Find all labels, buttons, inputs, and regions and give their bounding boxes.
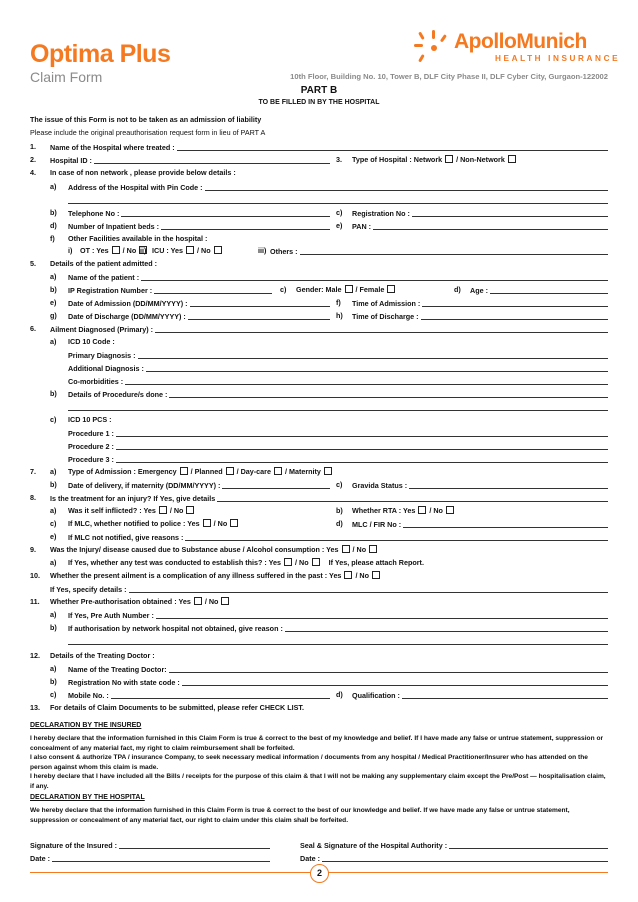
network-checkbox[interactable] — [445, 155, 453, 163]
mlc-yes-checkbox[interactable] — [203, 519, 211, 527]
hospital-signature-field[interactable]: Seal & Signature of the Hospital Authority : — [300, 839, 608, 851]
admission-time-field[interactable]: Time of Admission : — [352, 297, 608, 309]
hospital-name-field[interactable]: Name of the Hospital where treated : — [50, 141, 608, 153]
mlc-reasons-field[interactable]: If MLC not notified, give reasons : — [68, 531, 608, 543]
preauth-reason-continued-field[interactable] — [68, 635, 608, 647]
self-inflicted-yes-checkbox[interactable] — [159, 506, 167, 514]
insured-declaration-heading: DECLARATION BY THE INSURED — [30, 722, 142, 729]
preauth-yes-checkbox[interactable] — [194, 597, 202, 605]
row-dates — [30, 852, 608, 864]
planned-checkbox[interactable] — [226, 467, 234, 475]
telephone-field[interactable]: Telephone No : — [68, 207, 330, 219]
test-yes-checkbox[interactable] — [284, 558, 292, 566]
insured-declaration-text: I hereby declare that the information furnished in this Claim Form is true & correct to the best of my knowledge and belief. If I have made any false or untrue statement, suppression or concealment of any material fact, my right to claim reimbursement shall be forfeited. I also consent & authorize TPA / insurance Company, to seek necessary medical information / documents from any hospital / Medical Practitioner/Insurer who has attended on the person against whom this claim is made. I hereby declare that I have included all the Bills / receipts for the purpose of this claim & that I will not be making any supplementary claim except the Pre/Post — hospitalisation claim, if any. — [30, 735, 606, 790]
procedure-details-field[interactable]: Details of Procedure/s done : — [68, 388, 608, 400]
mlc-no-checkbox[interactable] — [230, 519, 238, 527]
part-heading: PART B — [300, 85, 338, 96]
patient-name-field[interactable]: Name of the patient : — [68, 271, 608, 283]
row-substance: 9. Was the Injury/ disease caused due to Substance abuse / Alcohol consumption : Yes / No — [30, 544, 608, 556]
row-primary-diagnosis — [30, 349, 608, 361]
complication-no-checkbox[interactable] — [372, 571, 380, 579]
preauth-note: Please include the original preauthorisation request form in lieu of PART A — [30, 128, 266, 137]
row-procedure-continued — [30, 401, 608, 413]
comorbidities-field[interactable]: Co-morbidities : — [68, 375, 608, 387]
procedure-1-field[interactable]: Procedure 1 : — [68, 427, 608, 439]
row-inpatient-beds: d) Number of Inpatient beds : e) PAN : — [30, 220, 608, 232]
preauth-number-field[interactable]: If Yes, Pre Auth Number : — [68, 609, 608, 621]
row-checklist: 13. For details of Claim Documents to be submitted, please refer CHECK LIST. — [30, 703, 305, 712]
page-number: 2 — [310, 864, 329, 883]
gravida-field[interactable]: Gravida Status : — [352, 479, 608, 491]
emergency-checkbox[interactable] — [180, 467, 188, 475]
row-other-facilities: f) Other Facilities available in the hospital : — [50, 234, 208, 243]
substance-no-checkbox[interactable] — [369, 545, 377, 553]
hospital-date-field[interactable]: Date : — [300, 852, 608, 864]
rta-yes-checkbox[interactable] — [418, 506, 426, 514]
row-admission: e) Date of Admission (DD/MM/YYYY) : f) Time of Admission : — [30, 297, 608, 309]
row-mobile: c) Mobile No. : d) Qualification : — [30, 689, 608, 701]
row-delivery: b) Date of delivery, if maternity (DD/MM/YYYY) : c) Gravida Status : — [30, 479, 608, 491]
discharge-time-field[interactable]: Time of Discharge : — [352, 310, 608, 322]
age-field[interactable]: Age : — [470, 284, 608, 296]
row-procedure-1 — [30, 427, 608, 439]
preauth-reason-field[interactable]: If authorisation by network hospital not obtained, give reason : — [68, 622, 608, 634]
row-non-network: 4. In case of non network , please provide below details : — [30, 168, 236, 177]
pan-field[interactable]: PAN : — [352, 220, 608, 232]
daycare-checkbox[interactable] — [274, 467, 282, 475]
primary-diagnosis-field[interactable]: Primary Diagnosis : — [68, 349, 608, 361]
icu-no-checkbox[interactable] — [214, 246, 222, 254]
test-no-checkbox[interactable] — [312, 558, 320, 566]
qualification-field[interactable]: Qualification : — [352, 689, 608, 701]
row-specify — [30, 583, 608, 595]
specify-details-field[interactable]: If Yes, specify details : — [50, 583, 608, 595]
row-self-inflicted: a) Was it self inflicted? : Yes / No b) Whether RTA : Yes / No — [30, 505, 608, 517]
male-checkbox[interactable] — [345, 285, 353, 293]
address-pin-field[interactable]: Address of the Hospital with Pin Code : — [68, 181, 608, 193]
filled-by-note: TO BE FILLED IN BY THE HOSPITAL — [258, 99, 380, 106]
row-address-continued — [30, 194, 608, 206]
row-complication: 10. Whether the present ailment is a complication of any illness suffered in the past : Yes / No — [30, 570, 608, 582]
row-signatures — [30, 839, 608, 851]
row-procedure-2 — [30, 440, 608, 452]
company-address: 10th Floor, Building No. 10, Tower B, DLF City Phase II, DLF Cyber City, Gurgaon-122002 — [290, 72, 608, 81]
row-procedure-details: b) Details of Procedure/s done : — [30, 388, 608, 400]
procedure-continued-field[interactable] — [68, 401, 608, 413]
inpatient-beds-field[interactable]: Number of Inpatient beds : — [68, 220, 330, 232]
insured-date-field[interactable]: Date : — [30, 852, 270, 864]
additional-diagnosis-field[interactable]: Additional Diagnosis : — [68, 362, 608, 374]
delivery-date-field[interactable]: Date of delivery, if maternity (DD/MM/YYYY) : — [68, 479, 330, 491]
form-subtitle: Claim Form — [30, 69, 103, 85]
state-code-field[interactable]: Registration No with state code : — [68, 676, 608, 688]
row-preauth-reason: b) If authorisation by network hospital not obtained, give reason : — [30, 622, 608, 634]
row-doctor-name: a) Name of the Treating Doctor: — [30, 663, 608, 675]
address-continued-field[interactable] — [68, 194, 608, 206]
doctor-name-field[interactable]: Name of the Treating Doctor: — [68, 663, 608, 675]
row-facilities-options: i) OT : Yes / No ii) ICU : Yes / No iii) Others : — [30, 245, 608, 257]
hospital-declaration-text: We hereby declare that the information furnished in this Claim Form is true & correct to the best of our knowledge and belief. If we have made any false or untrue statement, suppression or concealment of any material fact, our right to claim under this claim shall be forfeited. — [30, 807, 570, 824]
hospital-declaration-heading: DECLARATION BY THE HOSPITAL — [30, 794, 145, 801]
row-procedure-3 — [30, 453, 608, 465]
row-mlc: c) If MLC, whether notified to police : Yes / No d) MLC / FIR No : — [30, 518, 608, 530]
registration-field[interactable]: Registration No : — [352, 207, 608, 219]
row-icd10-pcs: c) ICD 10 PCS : — [50, 415, 112, 424]
row-patient-details: 5. Details of the patient admitted : — [30, 259, 158, 268]
row-preauth-reason-continued — [30, 635, 608, 647]
row-hospital-id: 2. Hospital ID : 3. Type of Hospital : Network / Non-Network — [30, 154, 608, 166]
hospital-id-field[interactable]: Hospital ID : — [50, 154, 330, 166]
female-checkbox[interactable] — [387, 285, 395, 293]
row-comorbidities — [30, 375, 608, 387]
row-telephone: b) Telephone No : c) Registration No : — [30, 207, 608, 219]
row-ip-registration: b) IP Registration Number : c) Gender: Male / Female d) Age : — [30, 284, 608, 296]
row-address-pin: a) Address of the Hospital with Pin Code : — [30, 181, 608, 193]
substance-yes-checkbox[interactable] — [342, 545, 350, 553]
admission-date-field[interactable]: Date of Admission (DD/MM/YYYY) : — [68, 297, 330, 309]
mobile-field[interactable]: Mobile No. : — [68, 689, 330, 701]
form-title: Optima Plus — [30, 40, 171, 68]
maternity-checkbox[interactable] — [324, 467, 332, 475]
others-field[interactable]: Others : — [270, 245, 608, 257]
preauth-no-checkbox[interactable] — [221, 597, 229, 605]
self-inflicted-no-checkbox[interactable] — [186, 506, 194, 514]
row-doctor-details: 12. Details of the Treating Doctor : — [30, 651, 155, 660]
ot-yes-checkbox[interactable] — [112, 246, 120, 254]
row-preauth: 11. Whether Pre-authorisation obtained : Yes / No — [30, 596, 608, 608]
logo-tagline: HEALTH INSURANCE — [495, 54, 621, 63]
procedure-2-field[interactable]: Procedure 2 : — [68, 440, 608, 452]
non-network-checkbox[interactable] — [508, 155, 516, 163]
row-additional-diagnosis — [30, 362, 608, 374]
icu-yes-checkbox[interactable] — [186, 246, 194, 254]
procedure-3-field[interactable]: Procedure 3 : — [68, 453, 608, 465]
mlc-fir-field[interactable]: MLC / FIR No : — [352, 518, 608, 530]
row-state-code: b) Registration No with state code : — [30, 676, 608, 688]
row-hospital-name: 1. Name of the Hospital where treated : — [30, 141, 608, 153]
row-discharge: g) Date of Discharge (DD/MM/YYYY) : h) Time of Discharge : — [30, 310, 608, 322]
insured-signature-field[interactable]: Signature of the Insured : — [30, 839, 270, 851]
row-patient-name: a) Name of the patient : — [30, 271, 608, 283]
ailment-field[interactable]: Ailment Diagnosed (Primary) : — [50, 323, 608, 335]
discharge-date-field[interactable]: Date of Discharge (DD/MM/YYYY) : — [68, 310, 330, 322]
logo-wordmark: ApolloMunich — [454, 30, 587, 53]
ip-registration-field[interactable]: IP Registration Number : — [68, 284, 272, 296]
injury-details-field[interactable]: Is the treatment for an injury? If Yes, give details — [50, 492, 608, 504]
row-test-conducted: a) If Yes, whether any test was conducted to establish this? : Yes / No If Yes, please attach Report. — [50, 558, 424, 567]
rta-no-checkbox[interactable] — [446, 506, 454, 514]
complication-yes-checkbox[interactable] — [344, 571, 352, 579]
row-injury: 8. Is the treatment for an injury? If Yes, give details — [30, 492, 608, 504]
row-preauth-number: a) If Yes, Pre Auth Number : — [30, 609, 608, 621]
row-mlc-reasons: e) If MLC not notified, give reasons : — [30, 531, 608, 543]
row-ailment: 6. Ailment Diagnosed (Primary) : — [30, 323, 608, 335]
row-admission-type: 7. a) Type of Admission : Emergency / Planned / Day-care / Maternity — [30, 466, 608, 478]
row-icd10-code: a) ICD 10 Code : — [50, 337, 115, 346]
liability-note: The issue of this Form is not to be taken as an admission of liability — [30, 115, 262, 124]
